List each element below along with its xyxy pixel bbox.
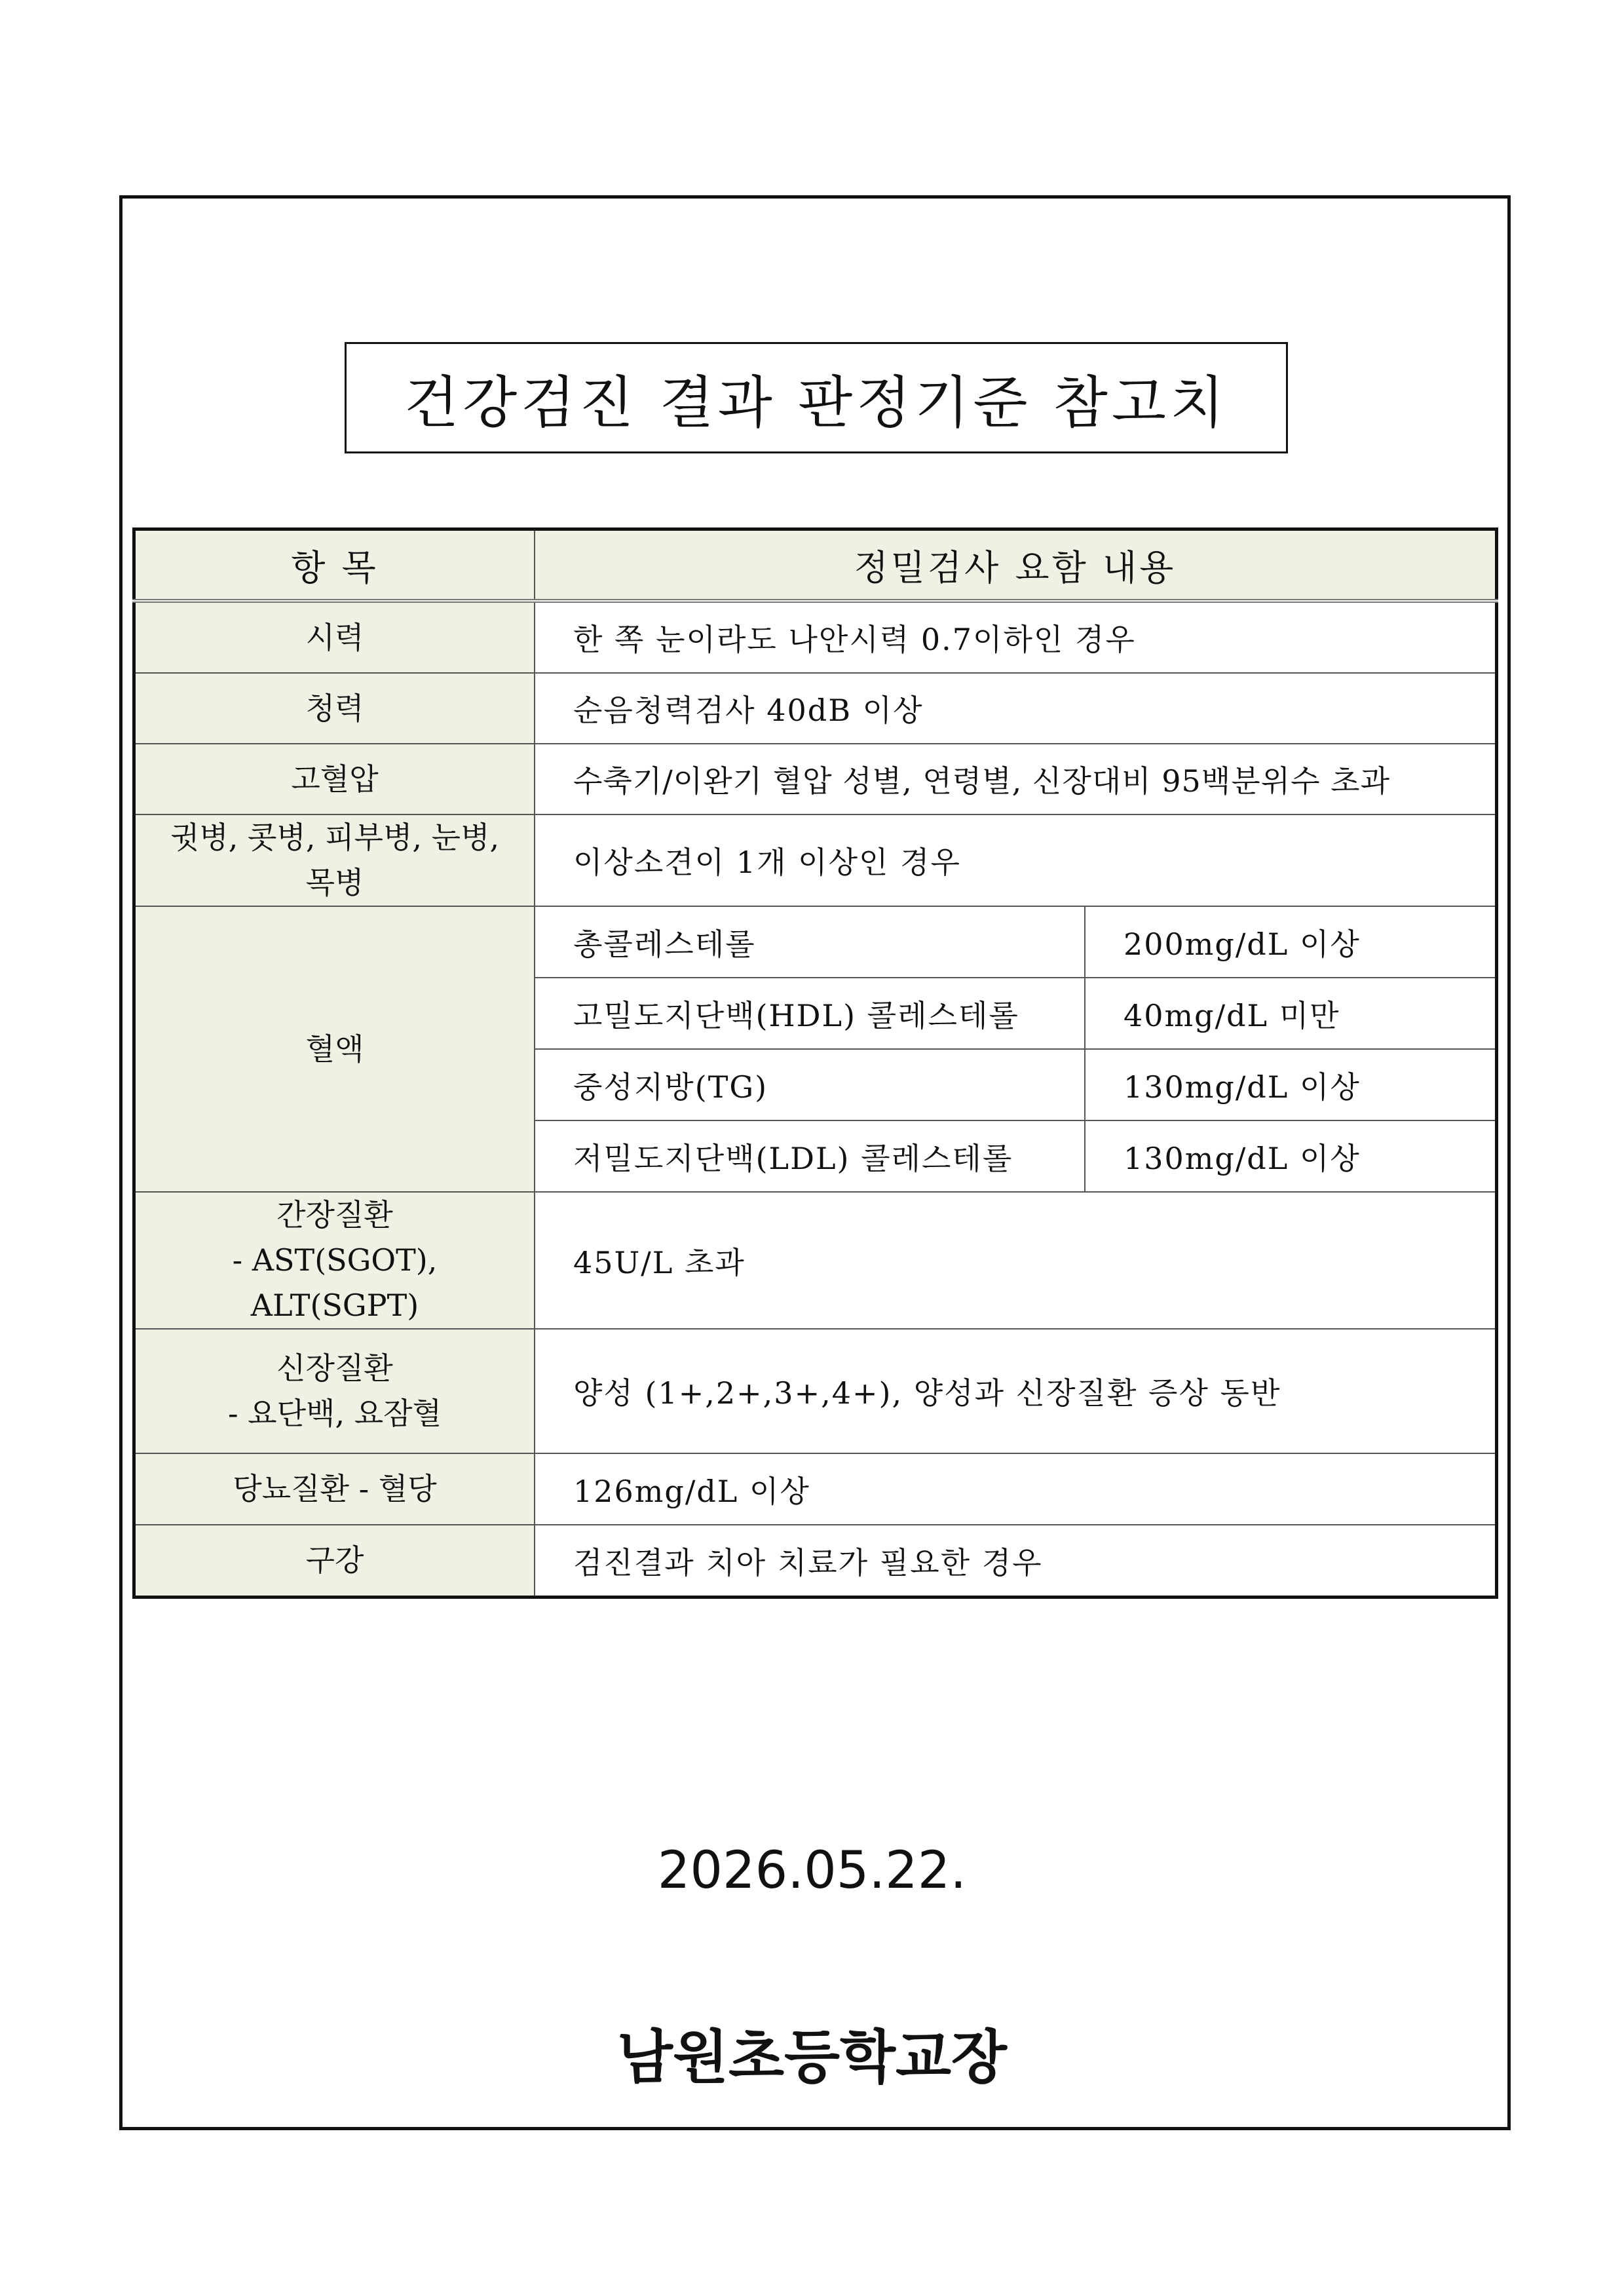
table-row bbox=[134, 814, 1497, 906]
table-header-row bbox=[134, 529, 1497, 602]
blood-sub-name: 중성지방(TG) bbox=[535, 1049, 1085, 1120]
row-item-kidney-line2: - 요단백, 요잠혈 bbox=[227, 1396, 442, 1431]
row-content-kidney: 양성 (1+,2+,3+,4+), 양성과 신장질환 증상 동반 bbox=[535, 1329, 1497, 1453]
signer-name: 남원초등학교장 bbox=[616, 2023, 1008, 2091]
row-content-oral: 검진결과 치아 치료가 필요한 경우 bbox=[535, 1525, 1497, 1598]
table-row bbox=[134, 601, 1497, 673]
criteria-table bbox=[132, 527, 1498, 1599]
row-content-vision: 한 쪽 눈이라도 나안시력 0.7이하인 경우 bbox=[535, 601, 1497, 673]
blood-sub-value: 130mg/dL 이상 bbox=[1085, 1120, 1497, 1192]
blood-sub-value: 130mg/dL 이상 bbox=[1085, 1049, 1497, 1120]
row-item-vision: 시력 bbox=[134, 601, 535, 673]
row-item-ent-line1: 귓병, 콧병, 피부병, 눈병, bbox=[170, 820, 500, 855]
row-content-liver: 45U/L 초과 bbox=[535, 1192, 1497, 1329]
table-row bbox=[134, 673, 1497, 744]
blood-sub-name: 총콜레스테롤 bbox=[535, 906, 1085, 978]
table-row bbox=[134, 744, 1497, 814]
header-item: 항 목 bbox=[134, 529, 535, 602]
row-item-hearing: 청력 bbox=[134, 673, 535, 744]
row-content-blood-pressure: 수축기/이완기 혈압 성별, 연령별, 신장대비 95백분위수 초과 bbox=[535, 744, 1497, 814]
row-item-kidney-line1: 신장질환 bbox=[276, 1350, 393, 1386]
row-item-blood: 혈액 bbox=[134, 906, 535, 1192]
row-content-diabetes: 126mg/dL 이상 bbox=[535, 1453, 1497, 1525]
table-row bbox=[134, 1525, 1497, 1598]
row-content-hearing: 순음청력검사 40dB 이상 bbox=[535, 673, 1497, 744]
table-row bbox=[134, 1192, 1497, 1329]
table-row bbox=[134, 906, 1497, 978]
row-item-blood-pressure: 고혈압 bbox=[134, 744, 535, 814]
document-date: 2026.05.22. bbox=[657, 1841, 967, 1900]
blood-sub-value: 40mg/dL 미만 bbox=[1085, 978, 1497, 1049]
header-content: 정밀검사 요함 내용 bbox=[535, 529, 1497, 602]
blood-sub-name: 고밀도지단백(HDL) 콜레스테롤 bbox=[535, 978, 1085, 1049]
table-row bbox=[134, 1329, 1497, 1453]
document-title: 건강검진 결과 판정기준 참고치 bbox=[345, 342, 1288, 453]
row-item-liver-line2: - AST(SGOT), bbox=[232, 1242, 438, 1278]
row-item-kidney bbox=[134, 1329, 535, 1453]
row-item-liver-line1: 간장질환 bbox=[276, 1197, 393, 1233]
row-item-liver-line3: ALT(SGPT) bbox=[250, 1288, 419, 1323]
blood-sub-value: 200mg/dL 이상 bbox=[1085, 906, 1497, 978]
table-row bbox=[134, 1453, 1497, 1525]
row-item-diabetes: 당뇨질환 - 혈당 bbox=[134, 1453, 535, 1525]
row-item-oral: 구강 bbox=[134, 1525, 535, 1598]
row-item-ent-line2: 목병 bbox=[305, 865, 364, 900]
row-content-ent: 이상소견이 1개 이상인 경우 bbox=[535, 814, 1497, 906]
row-item-liver bbox=[134, 1192, 535, 1329]
row-item-ent bbox=[134, 814, 535, 906]
blood-sub-name: 저밀도지단백(LDL) 콜레스테롤 bbox=[535, 1120, 1085, 1192]
